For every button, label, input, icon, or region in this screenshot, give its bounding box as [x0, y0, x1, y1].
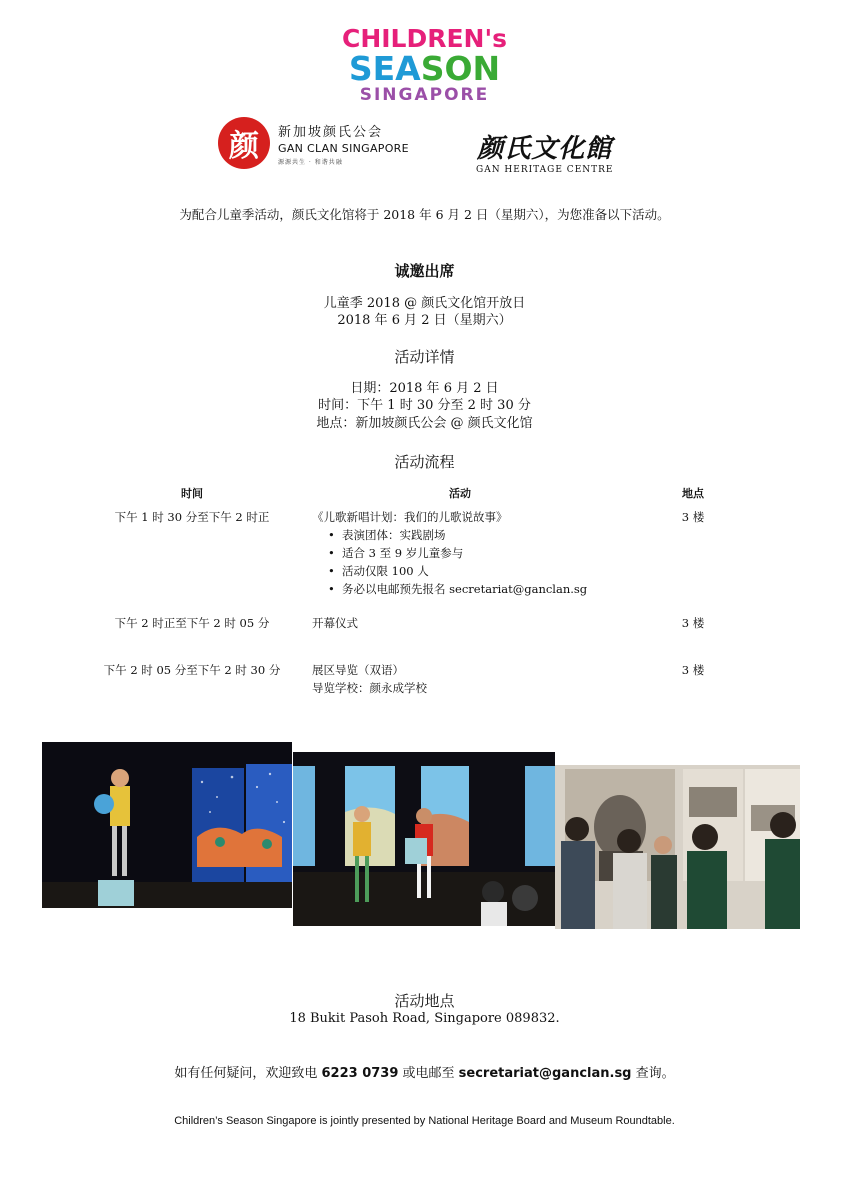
details-date: 日期：2018 年 6 月 2 日 [350, 381, 499, 396]
gan-clan-logo [218, 117, 409, 169]
schedule-col-activity: 活动 [449, 487, 471, 500]
list-item: • 活动仅限 100 人 [328, 562, 652, 580]
contact-middle: 或电邮至 [398, 1066, 459, 1081]
schedule-col-time: 时间 [181, 487, 203, 500]
childrens-season-logo [0, 26, 849, 104]
event-date: 2018 年 6 月 2 日（星期六） [337, 313, 512, 328]
row3-activity [312, 661, 652, 697]
gan-clan-name-en: GAN CLAN SINGAPORE [278, 141, 409, 155]
list-item: • 表演团体：实践剧场 [328, 526, 652, 544]
row1-activity-title: 《儿歌新唱计划：我们的儿歌说故事》 [312, 510, 508, 524]
details-heading: 活动详情 [394, 348, 455, 366]
gallery-tour-photo [555, 765, 800, 929]
row3-time: 下午 2 时 05 分至下午 2 时 30 分 [103, 663, 281, 677]
cs-logo-line3: SINGAPORE [359, 85, 490, 105]
list-item: • 务必以电邮预先报名 secretariat@ganclan.sg [328, 580, 652, 598]
row1-activity [312, 508, 652, 598]
row2-time: 下午 2 时正至下午 2 时 05 分 [114, 616, 270, 630]
row3-location: 3 楼 [681, 663, 705, 677]
footer-credit: Children’s Season Singapore is jointly presented by National Heritage Board and Museum Roundtable. [174, 1115, 675, 1127]
invite-title: 诚邀出席 [394, 262, 455, 280]
row3-activity-title: 展区导览（双语） [312, 663, 404, 677]
venue-heading: 活动地点 [394, 992, 455, 1010]
row2-activity: 开幕仪式 [312, 616, 358, 630]
row1-bullet-list [328, 526, 652, 598]
row2-location: 3 楼 [681, 616, 705, 630]
details-place: 地点：新加坡颜氏公会 @ 颜氏文化馆 [316, 416, 533, 431]
row3-activity-school: 导览学校：颜永成学校 [312, 681, 427, 695]
heritage-name-en: GAN HERITAGE CENTRE [476, 165, 614, 175]
row1-location: 3 楼 [681, 510, 705, 524]
details-time: 时间：下午 1 时 30 分至 2 时 30 分 [318, 398, 531, 413]
schedule-col-location: 地点 [682, 487, 704, 500]
schedule-heading: 活动流程 [394, 453, 455, 471]
contact-line [0, 1062, 849, 1081]
contact-prefix: 如有任何疑问，欢迎致电 [174, 1066, 322, 1081]
intro-text: 为配合儿童季活动，颜氏文化馆将于 2018 年 6 月 2 日（星期六），为您准备以下活动。 [179, 207, 670, 222]
cs-logo-line2: SEASON [348, 49, 501, 88]
event-name: 儿童季 2018 @ 颜氏文化馆开放日 [323, 296, 526, 311]
contact-suffix: 查询。 [631, 1066, 675, 1081]
gan-clan-name-cn: 新加坡颜氏公会 [278, 124, 384, 140]
contact-phone: 6223 0739 [321, 1066, 399, 1081]
gan-clan-wordmark [278, 121, 409, 166]
row1-time: 下午 1 时 30 分至下午 2 时正 [114, 510, 270, 524]
stage-performer-photo [42, 742, 292, 908]
venue-address: 18 Bukit Pasoh Road, Singapore 089832. [289, 1011, 560, 1026]
duo-performance-photo [293, 752, 555, 926]
gan-clan-seal: 颜 [218, 117, 270, 169]
gan-clan-motto: 源源共生 · 和谐共融 [278, 158, 343, 166]
contact-email[interactable]: secretariat@ganclan.sg [458, 1066, 632, 1081]
list-item: • 适合 3 至 9 岁儿童参与 [328, 544, 652, 562]
gan-heritage-logo [476, 128, 614, 175]
cs-logo-line1: CHILDREN's [341, 24, 508, 53]
heritage-name-cn: 颜氏文化館 [477, 134, 613, 164]
